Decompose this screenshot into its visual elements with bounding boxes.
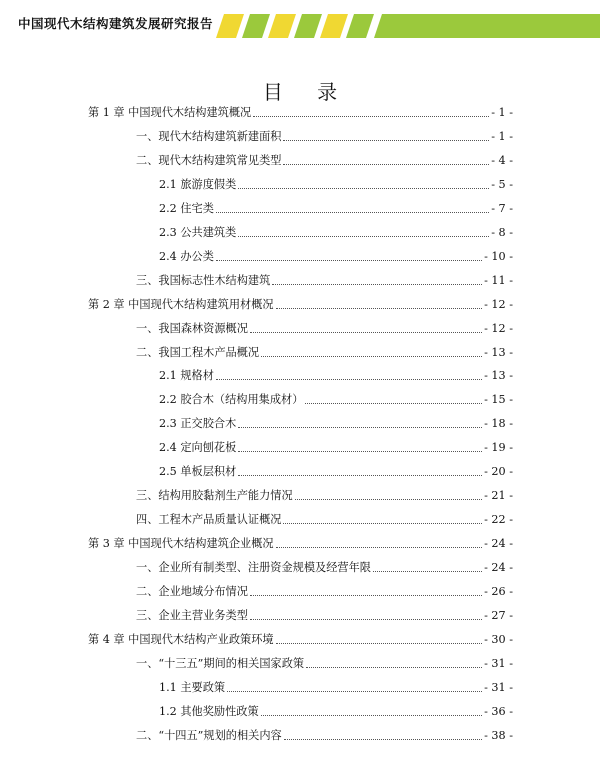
stripe-5: [320, 14, 348, 38]
toc-dot-leader: [272, 284, 482, 285]
toc-dot-leader: [238, 451, 482, 452]
toc-entry[interactable]: [136, 272, 513, 288]
toc-entry[interactable]: [159, 224, 513, 240]
toc-entry[interactable]: [136, 655, 513, 671]
toc-entry-label: 2.4 办公类: [159, 249, 214, 263]
toc-entry-page: - 27 -: [484, 608, 513, 622]
toc-entry-page: - 7 -: [491, 201, 513, 215]
toc-entry-page: - 13 -: [484, 369, 513, 383]
toc-entry-label: 二、“十四五”规划的相关内容: [136, 728, 282, 742]
toc-dot-leader: [261, 356, 482, 357]
toc-entry[interactable]: [88, 296, 513, 312]
toc-entry[interactable]: [88, 631, 513, 647]
toc-entry[interactable]: [136, 128, 513, 144]
toc-entry-label: 第 4 章 中国现代木结构产业政策环境: [88, 632, 274, 646]
toc-entry-label: 1.2 其他奖励性政策: [159, 704, 259, 718]
toc-entry[interactable]: [136, 727, 513, 743]
toc-entry-label: 2.2 胶合木（结构用集成材）: [159, 393, 304, 407]
toc-entry-page: - 11 -: [484, 273, 513, 287]
toc-dot-leader: [261, 715, 482, 716]
toc-entry[interactable]: [159, 248, 513, 264]
toc-entry[interactable]: [159, 439, 513, 455]
toc-title: 目 录: [262, 80, 352, 104]
toc-dot-leader: [283, 523, 482, 524]
toc-entry[interactable]: [136, 583, 513, 599]
toc-entry-page: - 21 -: [484, 489, 513, 503]
toc-entry-page: - 13 -: [484, 345, 513, 359]
toc-entry[interactable]: [136, 511, 513, 527]
toc-dot-leader: [250, 619, 482, 620]
page-header: [0, 0, 600, 40]
toc-dot-leader: [238, 475, 482, 476]
toc-dot-leader: [238, 188, 489, 189]
toc-entry[interactable]: [159, 415, 513, 431]
toc-dot-leader: [238, 427, 482, 428]
toc-dot-leader: [295, 499, 482, 500]
toc-dot-leader: [253, 116, 489, 117]
toc-entry-label: 三、我国标志性木结构建筑: [136, 273, 271, 287]
toc-entry-label: 2.3 公共建筑类: [159, 225, 237, 239]
toc-entry-label: 三、企业主营业务类型: [136, 608, 248, 622]
toc-entry-page: - 8 -: [491, 225, 513, 239]
toc-entry-page: - 10 -: [484, 249, 513, 263]
toc-dot-leader: [284, 739, 482, 740]
toc-dot-leader: [276, 308, 482, 309]
toc-entry-page: - 12 -: [484, 297, 513, 311]
toc-entry[interactable]: [159, 463, 513, 479]
toc-entry-label: 2.2 住宅类: [159, 201, 214, 215]
toc-entry-label: 2.4 定向刨花板: [159, 441, 237, 455]
stripe-3: [268, 14, 296, 38]
toc-dot-leader: [276, 547, 482, 548]
toc-entry-page: - 24 -: [484, 537, 513, 551]
toc-entry[interactable]: [88, 104, 513, 120]
toc-entry-page: - 5 -: [491, 177, 513, 191]
stripe-6: [346, 14, 374, 38]
toc-dot-leader: [238, 236, 489, 237]
toc-entry-page: - 19 -: [484, 441, 513, 455]
toc-entry-label: 四、工程木产品质量认证概况: [136, 513, 282, 527]
toc-entry-page: - 15 -: [484, 393, 513, 407]
toc-entry-label: 一、企业所有制类型、注册资金规模及经营年限: [136, 561, 371, 575]
toc-entry-label: 2.1 旅游度假类: [159, 177, 237, 191]
toc-dot-leader: [283, 164, 489, 165]
toc-entry[interactable]: [136, 320, 513, 336]
toc-entry-label: 第 1 章 中国现代木结构建筑概况: [88, 106, 252, 119]
toc-entry-label: 1.1 主要政策: [159, 680, 226, 694]
toc-entry-page: - 12 -: [484, 321, 513, 335]
toc-entry-page: - 26 -: [484, 585, 513, 598]
toc-entry-page: - 31 -: [484, 656, 513, 670]
toc-dot-leader: [250, 595, 482, 596]
toc-dot-leader: [305, 403, 482, 404]
toc-entry-page: - 18 -: [484, 417, 513, 431]
toc-entry[interactable]: [159, 176, 513, 192]
toc-entry-label: 一、我国森林资源概况: [136, 321, 248, 335]
toc-entry-page: - 24 -: [484, 561, 513, 575]
toc-entry-label: 第 3 章 中国现代木结构建筑企业概况: [88, 537, 274, 551]
toc-entry[interactable]: [136, 487, 513, 503]
toc-entry-label: 第 2 章 中国现代木结构建筑用材概况: [88, 297, 274, 311]
toc-entry[interactable]: [159, 200, 513, 216]
toc-entry-page: - 38 -: [484, 728, 513, 742]
toc-entry-page: - 4 -: [491, 153, 513, 167]
toc-entry-page: - 36 -: [484, 704, 513, 718]
toc-entry-label: 2.1 规格材: [159, 369, 214, 383]
toc-entry[interactable]: [159, 679, 513, 695]
toc-entry[interactable]: [159, 703, 513, 719]
toc-entry[interactable]: [136, 607, 513, 623]
header-title: 中国现代木结构建筑发展研究报告: [18, 16, 214, 31]
toc-entry-page: - 22 -: [484, 513, 513, 527]
toc-entry-label: 二、我国工程木产品概况: [136, 345, 260, 359]
toc-entry[interactable]: [159, 391, 513, 407]
toc-entry-label: 2.3 正交胶合木: [159, 417, 237, 431]
toc-entry-page: - 20 -: [484, 465, 513, 479]
stripe-4: [294, 14, 322, 38]
toc-entry-page: - 1 -: [491, 106, 513, 119]
toc-entry-label: 二、现代木结构建筑常见类型: [136, 153, 282, 167]
stripe-2: [242, 14, 270, 38]
toc-entry-label: 三、结构用胶黏剂生产能力情况: [136, 489, 293, 503]
toc-entry[interactable]: [136, 152, 513, 168]
toc-entry-label: 一、“十三五”期间的相关国家政策: [136, 656, 305, 670]
toc-entry[interactable]: [88, 535, 513, 551]
toc-entry[interactable]: [136, 559, 513, 575]
toc-entry[interactable]: [159, 367, 513, 383]
toc-entry-page: - 30 -: [484, 632, 513, 646]
toc-dot-leader: [216, 379, 482, 380]
toc-dot-leader: [283, 140, 489, 141]
toc-entry-label: 二、企业地域分布情况: [136, 585, 248, 598]
toc-entry[interactable]: [136, 344, 513, 360]
toc-entry-page: - 1 -: [491, 129, 513, 143]
toc-dot-leader: [216, 212, 489, 213]
header-stripe-band: [216, 14, 600, 38]
toc-dot-leader: [276, 643, 482, 644]
header-green-band: [374, 14, 600, 38]
toc-entry-label: 2.5 单板层积材: [159, 465, 237, 479]
toc-entry-page: - 31 -: [484, 680, 513, 694]
toc-dot-leader: [373, 571, 482, 572]
stripe-1: [216, 14, 244, 38]
toc-dot-leader: [250, 332, 482, 333]
toc-dot-leader: [216, 260, 482, 261]
toc-dot-leader: [227, 691, 482, 692]
toc-entry-label: 一、现代木结构建筑新建面积: [136, 129, 282, 143]
toc-dot-leader: [306, 667, 482, 668]
